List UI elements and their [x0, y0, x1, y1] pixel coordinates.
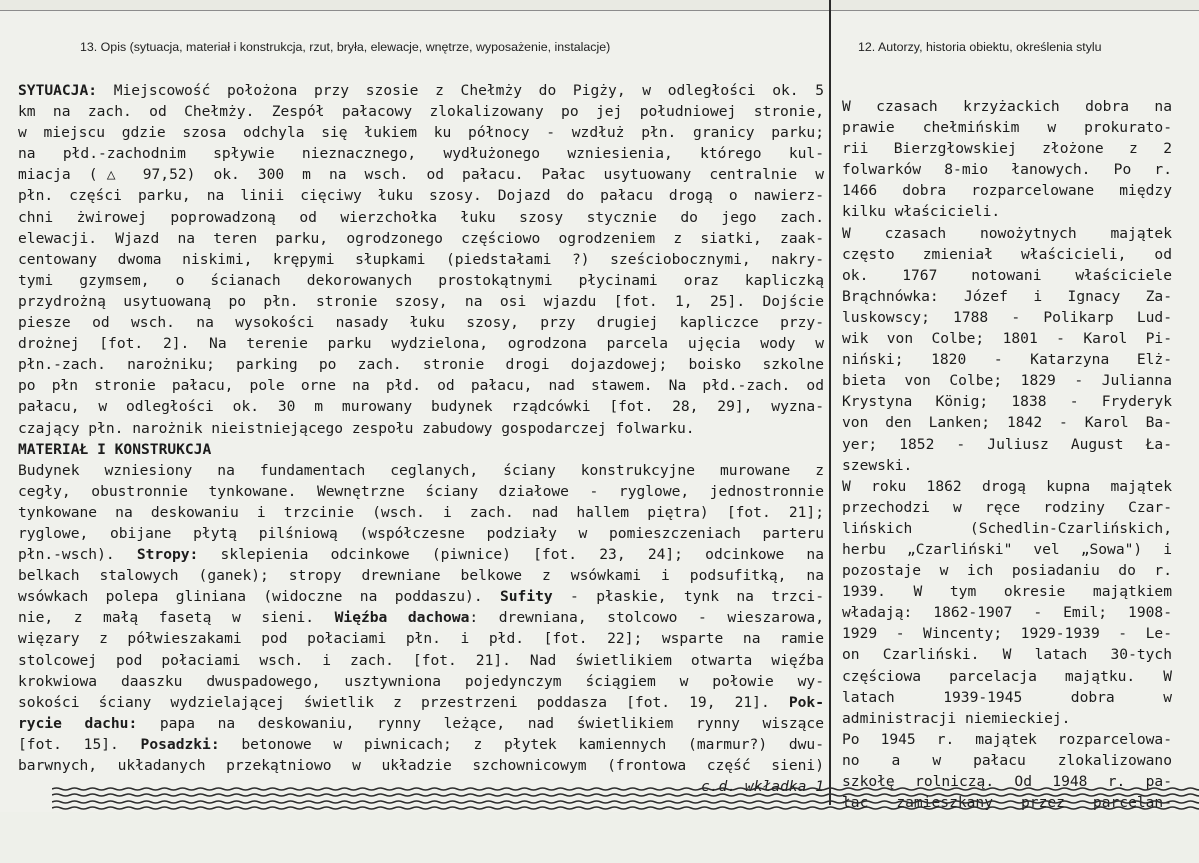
line-text: km na zach. od Chełmży. Zespół pałacowy zlokalizowany po jej południowej stronie,	[18, 103, 824, 121]
line-text: tymi gzymsem, o ścianach dekorowanych prostokątnymi płycinami oraz kapliczką	[18, 271, 824, 289]
description-line	[18, 333, 824, 354]
line-text: [fot. 15].	[18, 735, 141, 753]
line-text: płn.-wsch).	[18, 546, 137, 564]
history-line: niński; 1820 - Katarzyna Elż-	[842, 351, 1172, 369]
description-line	[18, 523, 824, 544]
description-line	[18, 502, 824, 523]
history-line: folwarków 8-mio łanowych. Po r.	[842, 161, 1172, 179]
history-line: szkołę rolniczą. Od 1948 r. pa-	[842, 773, 1172, 790]
description-line	[18, 460, 824, 481]
line-text: wsówkach polepa gliniana (widoczne na poddaszu).	[18, 588, 500, 606]
line-text: stolcowej pod połaciami wsch. i zach. [fot. 21]. Nad świetlikiem otwarta więźba	[18, 651, 824, 669]
line-text: sokości ściany wydzielającej świetlik z przestrzeni poddasza [fot. 19, 21].	[18, 693, 789, 711]
history-line: no a w pałacu zlokalizowano	[842, 751, 1172, 769]
description-line	[18, 671, 824, 692]
line-text: betonowe w piwnicach; z płytek kamiennych (marmur?) dwu-	[219, 735, 824, 753]
line-text: więzary z półwieszakami pod połaciami płn. i płd. [fot. 22]; wsparte na ramie	[18, 630, 824, 648]
description-line	[18, 628, 824, 649]
top-frame	[0, 0, 1199, 11]
history-line: Po 1945 r. majątek rozparcelowa-	[842, 730, 1172, 748]
history-line: W czasach krzyżackich dobra na	[842, 98, 1172, 115]
history-line: kilku właścicieli.	[842, 203, 1001, 221]
history-line: prawie chełmińskim w prokurato-	[842, 119, 1172, 137]
history-line: częściowa parcelacja majątku. W	[842, 667, 1172, 685]
description-line	[18, 481, 824, 502]
description-line	[18, 565, 824, 586]
history-line: bieta von Colbe; 1829 - Julianna	[842, 372, 1172, 390]
line-text: piesze od wsch. na wysokości nasady łuku szosy, przy drugiej kapliczce przy-	[18, 314, 824, 332]
description-line	[18, 607, 824, 628]
description-line	[18, 164, 824, 185]
line-text: - płaskie, tynk na trzci-	[552, 588, 824, 606]
history-line: von den Lanken; 1842 - Karol Ba-	[842, 414, 1172, 432]
line-text: papa na deskowaniu, rynny leżące, nad świetlikiem rynny wiszące	[137, 714, 824, 732]
description-line	[18, 101, 824, 122]
line-text: centowany dwoma niskimi, krępymi słupkami (piedstałami ?) sześciobocznymi, nakry-	[18, 250, 824, 268]
section-heading: SYTUACJA:	[18, 82, 98, 99]
line-text: chni żwirowej poprowadzoną od wierzchołka łuku szosy stycznie do jego zach.	[18, 208, 824, 226]
description-line	[18, 291, 824, 312]
history-line: ok. 1767 notowani właściciele	[842, 266, 1172, 284]
description-line	[18, 228, 824, 249]
history-line: często zmieniał właścicieli, od	[842, 245, 1172, 263]
history-line: W czasach nowożytnych majątek	[842, 224, 1172, 242]
line-text: nie, z małą fasetą w sieni.	[18, 609, 335, 627]
section-heading: Sufity	[499, 588, 553, 606]
section-12-header: 12. Autorzy, historia obiektu, określenia stylu	[858, 40, 1102, 54]
bottom-margin	[0, 812, 1199, 863]
section-13-header: 13. Opis (sytuacja, materiał i konstrukcja, rzut, bryła, elewacje, wnętrze, wyposażenie, instalacje)	[80, 40, 611, 54]
line-text: w miejscu gdzie szosa odchyla się łukiem ku północy - wzdłuż płn. granicy parku;	[18, 124, 824, 142]
line-text: cegły, obustronnie tynkowane. Wewnętrzne ściany działowe - ryglowe, jednostronnie	[18, 482, 824, 500]
history-line: latach 1939-1945 dobra w	[842, 688, 1172, 706]
line-text: krokwiowa daaszku dwuspadowego, usztywniona pojedynczym ściągiem w połowie wy-	[18, 672, 824, 690]
history-line: wik von Colbe; 1801 - Karol Pi-	[842, 330, 1172, 348]
section-heading: Więźba dachowa	[334, 609, 470, 627]
history-line: Brąchnówka: Józef i Ignacy Za-	[842, 287, 1172, 305]
description-line	[18, 249, 824, 270]
description-line	[18, 692, 824, 713]
description-line	[18, 650, 824, 671]
description-line	[18, 544, 824, 565]
description-line	[18, 312, 824, 333]
line-text: : drewniana, stolcowo - wieszarowa,	[469, 609, 824, 627]
history-line: Krystyna König; 1838 - Fryderyk	[842, 393, 1172, 411]
description-line	[18, 122, 824, 143]
description-line	[18, 354, 824, 375]
section-heading: MATERIAŁ I KONSTRUKCJA	[18, 440, 212, 458]
history-line: łac zamieszkany przez parcelan-	[842, 794, 1172, 812]
description-line	[18, 80, 824, 101]
description-line	[18, 143, 824, 164]
line-text: elewacji. Wjazd na teren parku, ogrodzonego częściowo ogrodzeniem z siatki, zaak-	[18, 229, 824, 247]
line-text: miacja (△ 97,52) ok. 300 m na wsch. od pałacu. Pałac usytuowany centralnie w	[18, 166, 824, 184]
history-line: on Czarliński. W latach 30-tych	[842, 646, 1172, 664]
description-line	[18, 375, 824, 396]
history-line: administracji niemieckiej.	[842, 709, 1071, 727]
description-line	[18, 270, 824, 291]
line-text: c.d. wkładka 1	[700, 778, 824, 796]
history-line: herbu „Czarliński" vel „Sowa") i	[842, 540, 1172, 558]
history-column	[842, 96, 1172, 813]
section-heading: Stropy:	[136, 546, 199, 564]
description-line	[18, 586, 824, 607]
line-text: belkach stalowych (ganek); stropy drewniane belkowe z wsówkami i podsufitką, na	[18, 567, 824, 585]
line-text: przydrożną usytuowaną po płn. stronie szosy, na osi wjazdu [fot. 1, 25]. Dojście	[18, 292, 824, 310]
line-text: płn. części parku, na linii cięciwy łuku szosy. Dojazd do pałacu drogą o nawierz-	[18, 187, 824, 205]
line-text: barwnych, układanych przekątniowo w układzie szchownicowym (frontowa część sieni)	[18, 757, 824, 774]
line-text: tynkowane na deskowaniu i trzcinie (wsch. i zach. nad hallem piętra) [fot. 21];	[18, 503, 824, 521]
section-heading: Posadzki:	[140, 735, 220, 753]
description-line	[18, 418, 824, 439]
history-line: lińskich (Schedlin-Czarlińskich,	[842, 519, 1172, 537]
section-heading: Pok-	[788, 693, 824, 711]
line-text: sklepienia odcinkowe (piwnice) [fot. 23, 24]; odcinkowe na	[198, 546, 824, 564]
history-line: władają: 1862-1907 - Emil; 1908-	[842, 604, 1172, 622]
line-text: czający płn. narożnik nieistniejącego zespołu zabudowy gospodarczej folwarku.	[18, 419, 695, 437]
history-line: yer; 1852 - Juliusz August Ła-	[842, 435, 1172, 453]
description-line	[18, 185, 824, 206]
history-line: rii Bierzgłowskiej złożone z 2	[842, 140, 1172, 158]
description-column	[18, 80, 824, 797]
history-line: 1466 dobra rozparcelowane między	[842, 182, 1172, 200]
history-line: W roku 1862 drogą kupna majątek	[842, 477, 1172, 495]
line-text: ryglowe, obijane płytą pilśniową (współczesne podziały w pomieszczeniach parteru	[18, 524, 824, 542]
line-text: drożnej [fot. 2]. Na terenie parku wydzielona, ogrodzona parcela ujęcia wody w	[18, 335, 824, 353]
line-text: pałacu, w odległości ok. 30 m murowany budynek rządcówki [fot. 28, 29], wyzna-	[18, 398, 824, 416]
line-text: płn.-zach. narożniku; parking po zach. stronie drogi dojazdowej; boisko szkolne	[18, 356, 824, 374]
history-line: pozostaje w ich posiadaniu do r.	[842, 562, 1172, 580]
description-line	[18, 713, 824, 734]
description-line	[18, 755, 824, 776]
history-line: przechodzi w ręce rodziny Czar-	[842, 498, 1172, 516]
description-line	[18, 396, 824, 417]
history-line: 1929 - Wincenty; 1929-1939 - Le-	[842, 625, 1172, 643]
line-text: po płn stronie pałacu, pole orne na płd. od pałacu, nad stawem. Na płd.-zach. od	[18, 377, 824, 395]
history-line: 1939. W tym okresie majątkiem	[842, 583, 1172, 601]
description-line	[18, 439, 824, 460]
wavy-border	[52, 785, 1199, 813]
line-text: Budynek wzniesiony na fundamentach ceglanych, ściany konstrukcyjne murowane z	[18, 461, 824, 479]
section-heading: rycie dachu:	[18, 714, 138, 732]
description-line	[18, 734, 824, 755]
column-divider	[829, 0, 831, 805]
history-line: szewski.	[842, 456, 913, 474]
line-text: Miejscowość położona przy szosie z Chełmży do Pigży, w odległości ok. 5	[97, 82, 824, 99]
history-line: luskowscy; 1788 - Polikarp Lud-	[842, 308, 1172, 326]
line-text: na płd.-zachodnim spływie nieznacznego, wydłużonego wzniesienia, którego kul-	[18, 145, 824, 163]
description-line	[18, 207, 824, 228]
